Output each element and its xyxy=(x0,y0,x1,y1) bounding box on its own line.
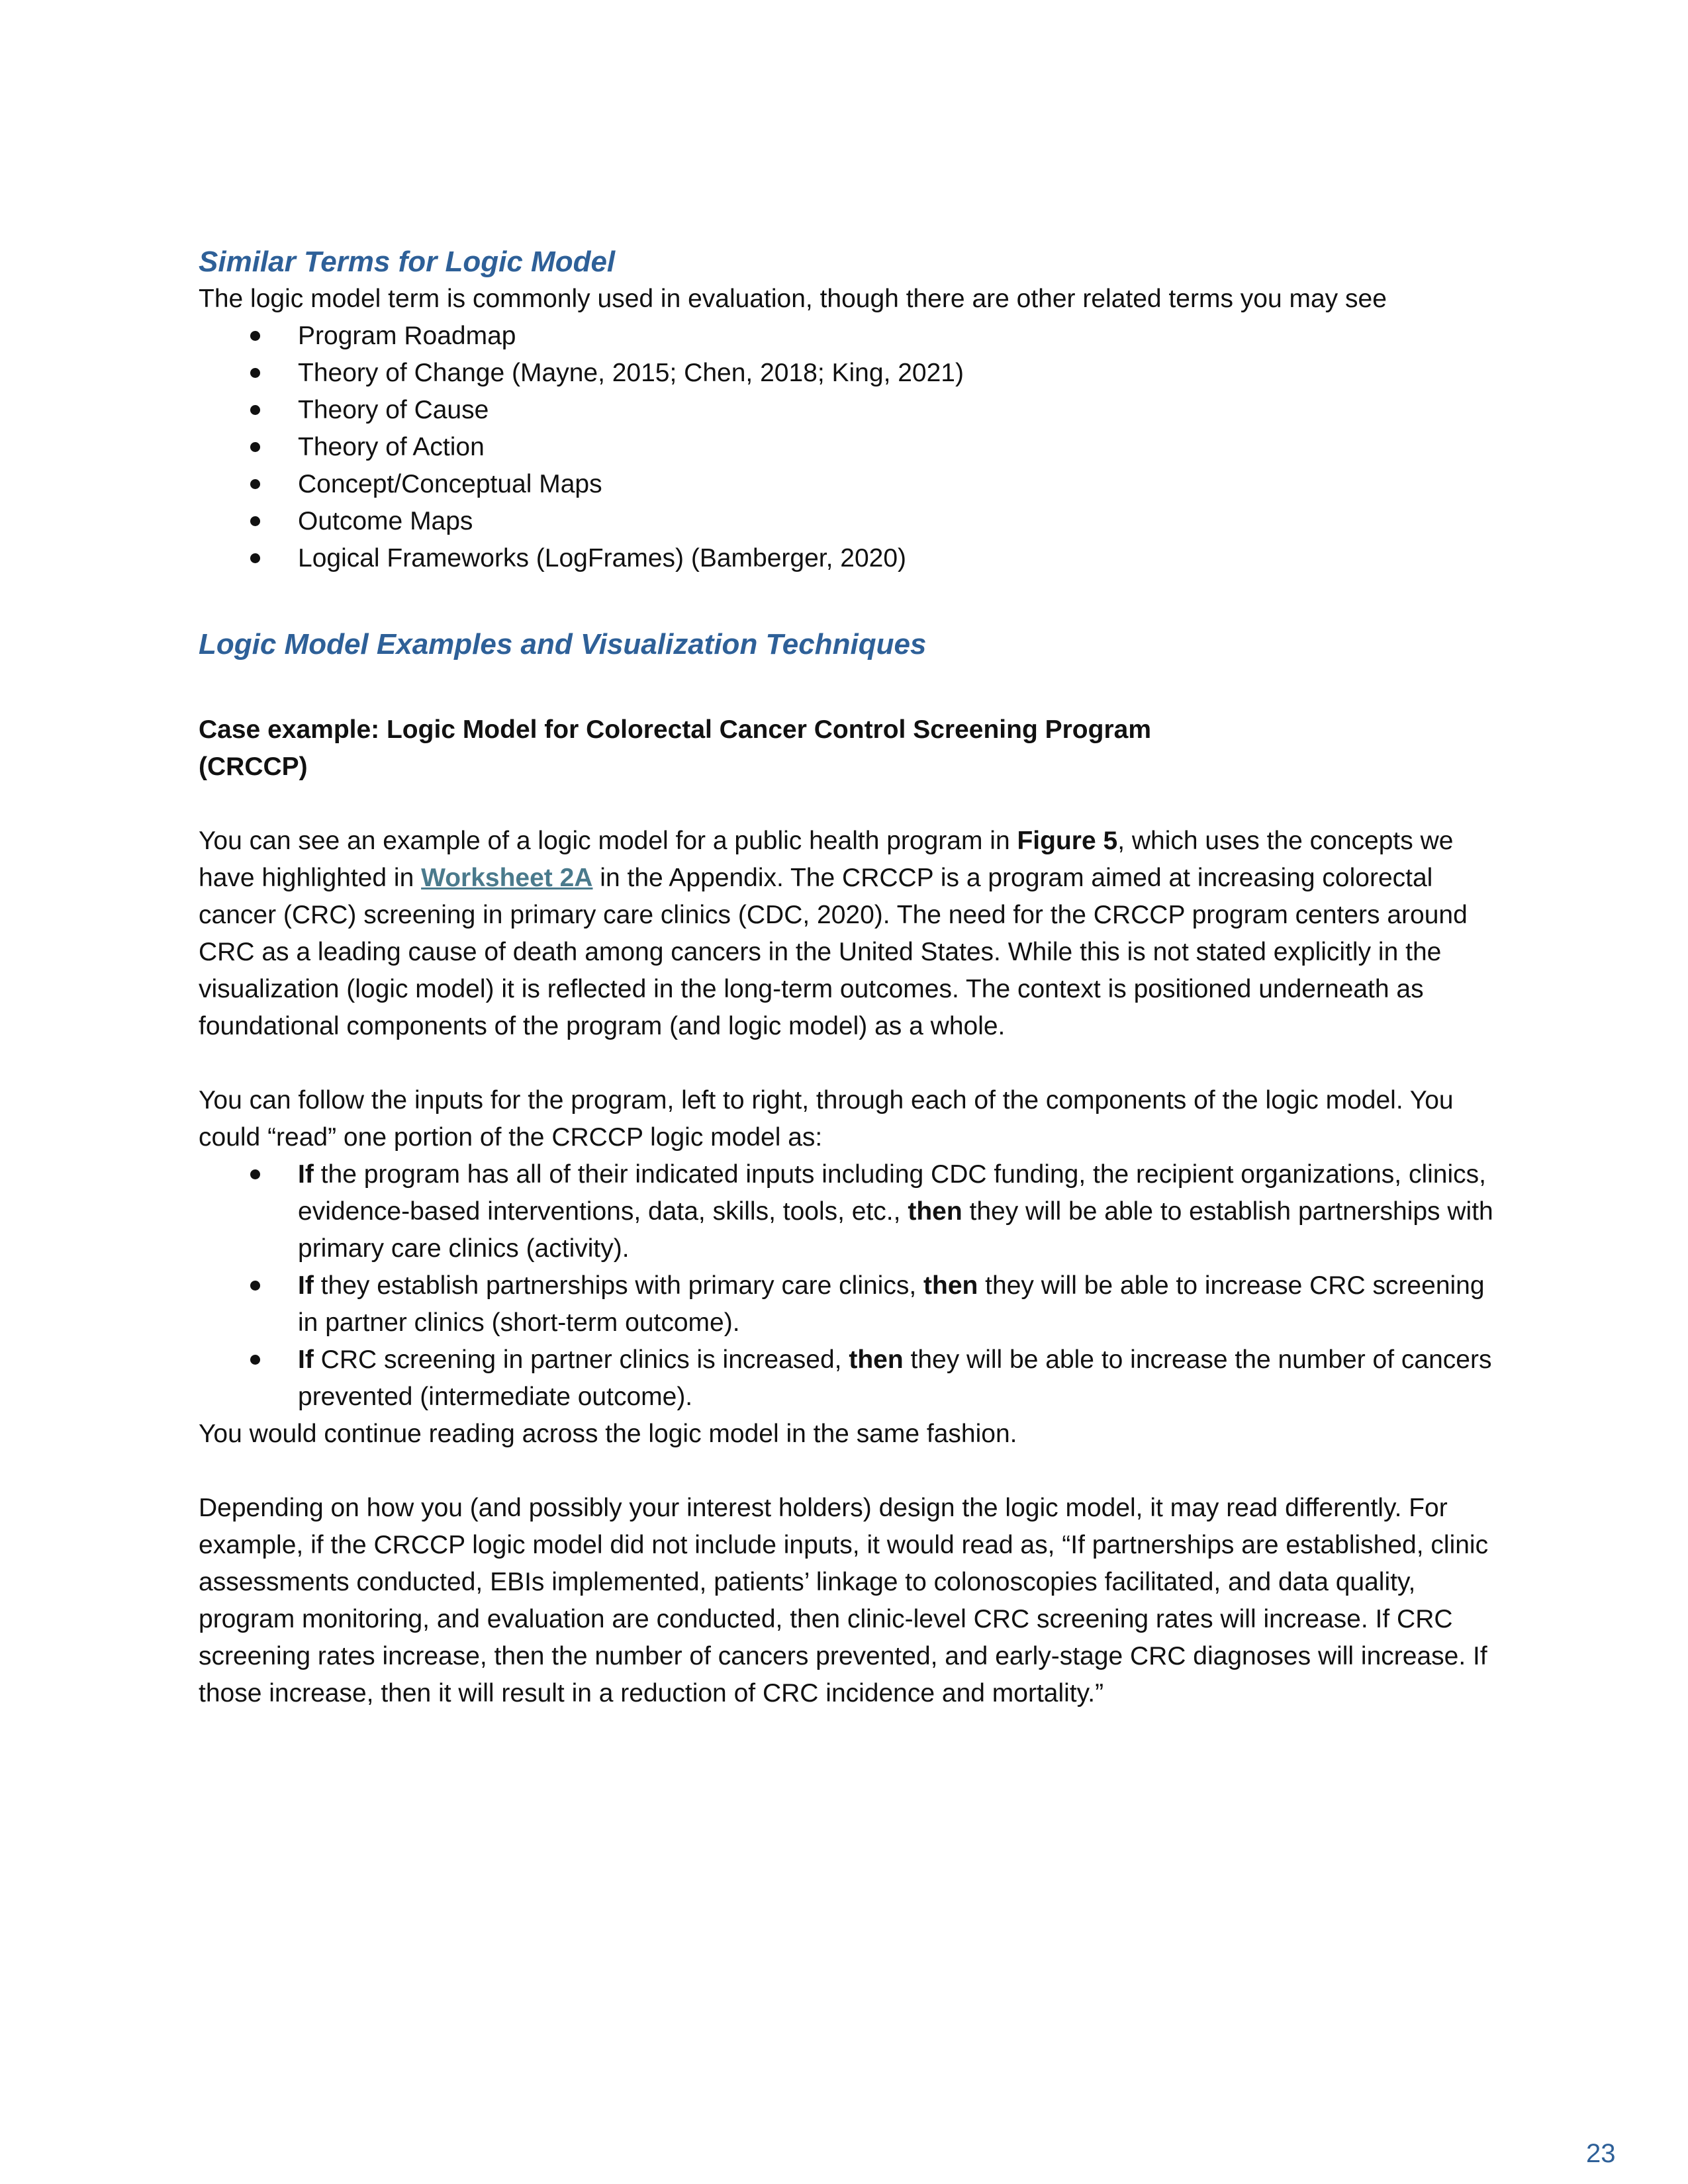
list-item xyxy=(199,1156,1496,1267)
paragraph-depending: Depending on how you (and possibly your interest holders) design the logic model, it may read differently. For example, if the CRCCP logic model did not include inputs, it would read as, “If partnerships are established, clinic assessments conducted, EBIs implemented, patients’ linkage to colonoscopies facilitated, and data quality, program monitoring, and evaluation are conducted, then clinic-level CRC screening rates will increase. If CRC screening rates increase, then the number of cancers prevented, and early-stage CRC diagnoses will increase. If those increase, then it will result in a reduction of CRC incidence and mortality.” xyxy=(199,1494,1489,1707)
worksheet-2a-link[interactable]: Worksheet 2A xyxy=(421,864,593,892)
if-keyword: If xyxy=(298,1345,314,1374)
if-then-list xyxy=(199,1156,1496,1416)
list-item: Theory of Change (Mayne, 2015; Chen, 2018; King, 2021) xyxy=(199,355,1496,392)
paragraph-text: , which uses the concepts we have highlighted in xyxy=(199,827,1454,892)
similar-terms-intro: The logic model term is commonly used in evaluation, though there are other related terms you may see xyxy=(199,285,1387,313)
paragraph-text: You can see an example of a logic model for a public health program in xyxy=(199,827,1017,855)
section-heading-similar-terms: Similar Terms for Logic Model xyxy=(199,246,616,278)
list-item-text: they will be able to increase CRC screening in partner clinics (short-term outcome). xyxy=(298,1271,1485,1337)
list-item: Theory of Cause xyxy=(199,392,1496,429)
if-keyword: If xyxy=(298,1271,314,1300)
paragraph-continue-reading: You would continue reading across the logic model in the same fashion. xyxy=(199,1420,1017,1448)
list-item-text: the program has all of their indicated inputs including CDC funding, the recipient organizations, clinics, evidence-based interventions, data, skills, tools, etc., xyxy=(298,1160,1486,1226)
then-keyword: then xyxy=(923,1271,978,1300)
list-item xyxy=(199,1342,1496,1416)
list-item-text: they establish partnerships with primary care clinics, xyxy=(313,1271,924,1300)
paragraph-text: in the Appendix. The CRCCP is a program aimed at increasing colorectal cancer (CRC) screening in primary care clinics (CDC, 2020). The need for the CRCCP program centers around CRC as a leading cause of death among cancers in the United States. While this is not stated explicitly in the visualization (logic model) it is reflected in the long-term outcomes. The context is positioned underneath as foundational components of the program (and logic model) as a whole. xyxy=(199,864,1468,1040)
list-item: Program Roadmap xyxy=(199,318,1496,355)
paragraph-follow-inputs: You can follow the inputs for the program, left to right, through each of the components of the logic model. You could “read” one portion of the CRCCP logic model as: xyxy=(199,1086,1454,1152)
similar-terms-list xyxy=(199,318,1496,577)
paragraph-figure5 xyxy=(199,823,1496,1045)
case-example-title-line2: (CRCCP) xyxy=(199,752,308,781)
list-item: Logical Frameworks (LogFrames) (Bamberger, 2020) xyxy=(199,540,1496,577)
case-example-title-line1: Case example: Logic Model for Colorectal Cancer Control Screening Program xyxy=(199,715,1152,744)
list-item-text: they will be able to increase the number of cancers prevented (intermediate outcome). xyxy=(298,1345,1492,1411)
then-keyword: then xyxy=(849,1345,904,1374)
page-number: 23 xyxy=(1586,2139,1616,2168)
page-content xyxy=(199,244,1496,1712)
list-item: Outcome Maps xyxy=(199,503,1496,540)
list-item-text: they will be able to establish partnerships with primary care clinics (activity). xyxy=(298,1197,1493,1263)
case-example-title xyxy=(199,711,1496,786)
figure-5-reference: Figure 5 xyxy=(1017,827,1118,855)
list-item: Theory of Action xyxy=(199,429,1496,466)
list-item-text: CRC screening in partner clinics is increased, xyxy=(313,1345,849,1374)
then-keyword: then xyxy=(908,1197,962,1226)
section-heading-examples: Logic Model Examples and Visualization Techniques xyxy=(199,628,927,660)
list-item: Concept/Conceptual Maps xyxy=(199,466,1496,503)
list-item xyxy=(199,1267,1496,1342)
if-keyword: If xyxy=(298,1160,314,1189)
